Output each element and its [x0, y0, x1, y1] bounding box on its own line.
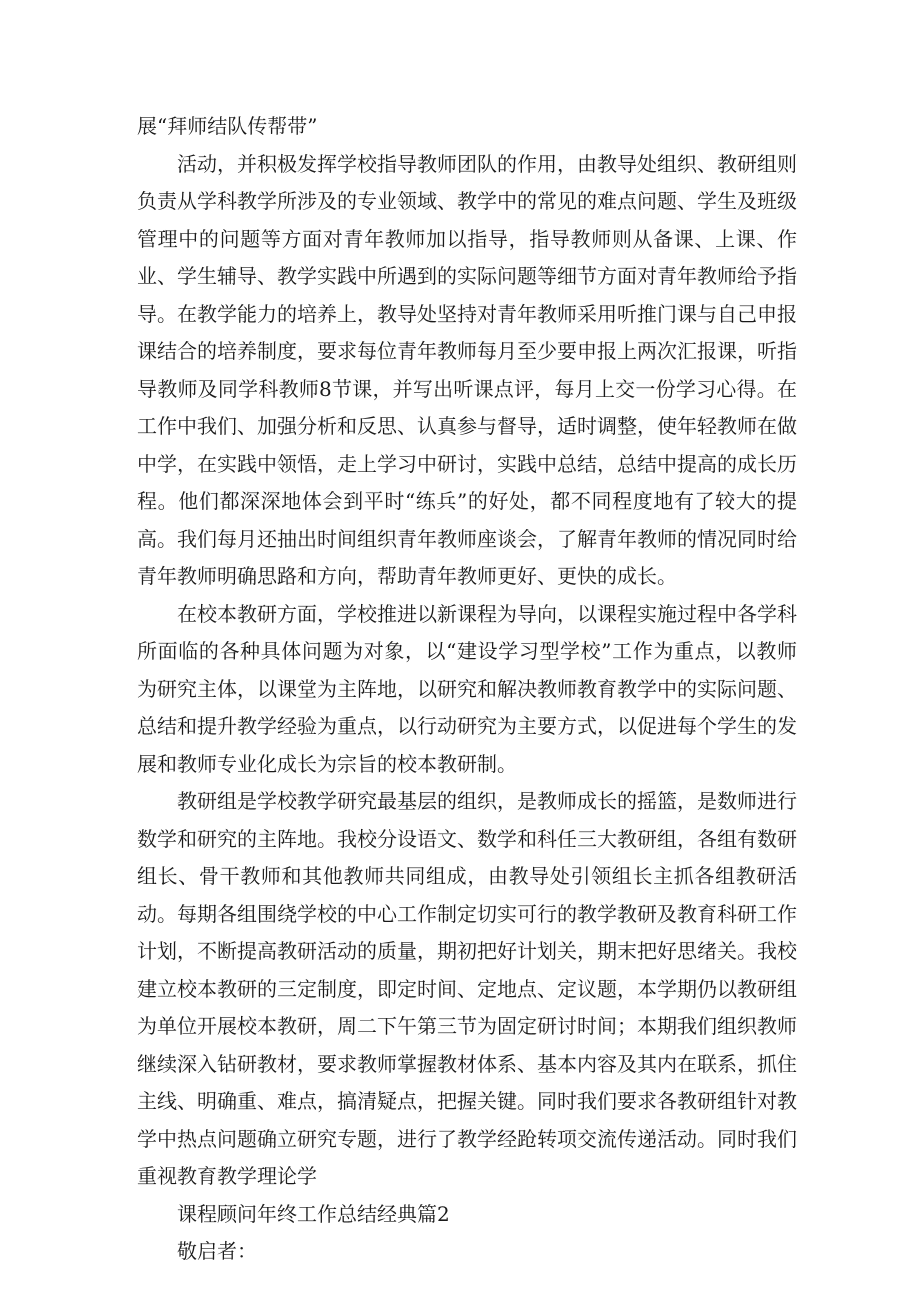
paragraph-mentoring: 活动，并积极发挥学校指导教师团队的作用，由教导处组织、教研组则负责从学科教学所涉及的专业领域、教学中的常见的难点问题、学生及班级管理中的问题等方面对青年教师加以指导，指导教师则从备课、上课、作业、学生辅导、教学实践中所遇到的实际问题等细节方面对青年教师给予指导。在教学能力的培养上，教导处坚持对青年教师采用听推门课与自己申报课结合的培养制度，要求每位青年教师每月至少要申报上两次汇报课，听指导教师及同学科教师8节课，并写出听课点评，每月上交一份学习心得。在工作中我们、加强分析和反思、认真参与督导，适时调整，使年轻教师在做中学，在实践中领悟，走上学习中研讨，实践中总结，总结中提高的成长历程。他们都深深地体会到平时“练兵”的好处，都不同程度地有了较大的提高。我们每月还抽出时间组织青年教师座谈会，了解青年教师的情况同时给青年教师明确思路和方向，帮助青年教师更好、更快的成长。: [137, 151, 797, 588]
paragraph-research-groups: 教研组是学校教学研究最基层的组织，是教师成长的摇篮，是数师进行数学和研究的主阵地。我校分设语文、数学和科任三大教研组，各组有数研组长、骨干教师和其他教师共同组成，由教导处引领组长主抓各组教研活动。每期各组围绕学校的中心工作制定切实可行的教学教研及教育科研工作计划，不断提高教研活动的质量，期初把好计划关，期末把好思绪关。我校建立校本教研的三定制度，即定时间、定地点、定议题，本学期仍以教研组为单位开展校本教研，周二下午第三节为固定研讨时间；本期我们组织教师继续深入钻研教材，要求教师掌握教材体系、基本内容及其内在联系，抓住主线、明确重、难点，搞清疑点，把握关键。同时我们要求各教研组针对教学中热点问题确立研究专题，进行了教学经跄转项交流传递活动。同时我们重视教育教学理论学: [137, 789, 797, 1188]
paragraph-school-research: 在校本教研方面，学校推进以新课程为导向，以课程实施过程中各学科所面临的各种具体问题为对象，以“建设学习型学校”工作为重点，以教师为研究主体，以课堂为主阵地，以研究和解决教师教育教学中的实际问题、总结和提升教学经验为重点，以行动研究为主要方式，以促进每个学生的发展和教师专业化成长为宗旨的校本教研制。: [137, 601, 797, 776]
section-title: 课程顾问年终工作总结经典篇2: [177, 1201, 450, 1226]
paragraph-continuation-heading: 展“拜师结队传帮带”: [137, 114, 318, 138]
salutation: 敬启者：: [177, 1239, 257, 1263]
document-page: [137, 108, 797, 1271]
